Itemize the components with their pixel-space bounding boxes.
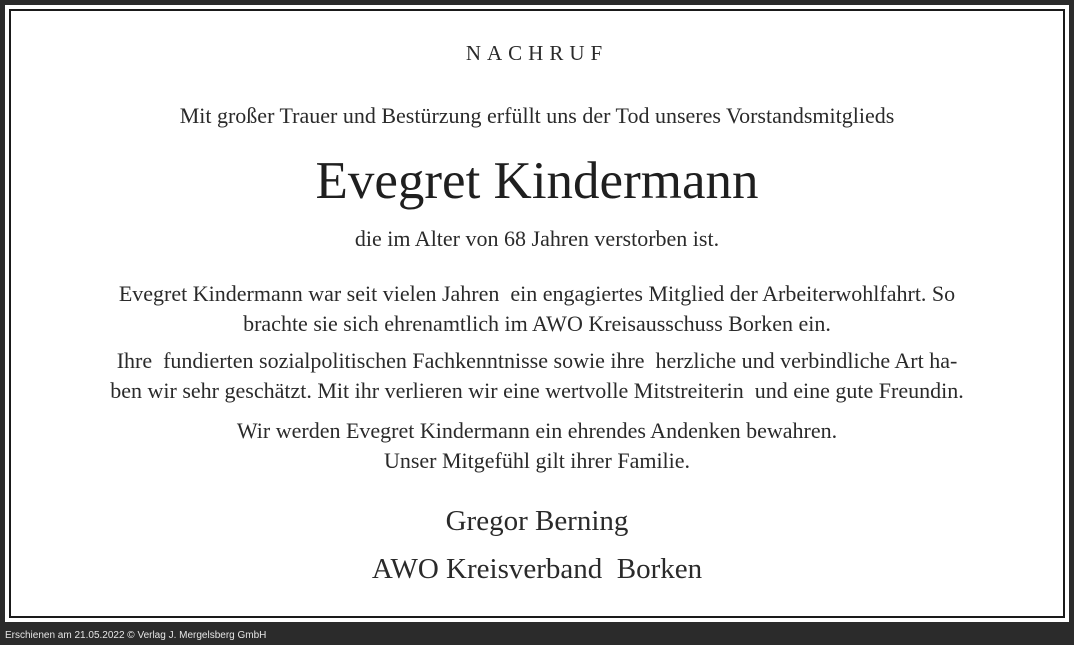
paragraph-line: Ihre fundierten sozialpolitischen Fachkenntnisse sowie ihre herzliche und verbindliche Art ha- <box>116 348 958 373</box>
paragraph-line: brachte sie sich ehrenamtlich im AWO Kreisausschuss Borken ein. <box>243 311 831 336</box>
paragraph-line: Wir werden Evegret Kindermann ein ehrendes Andenken bewahren. <box>236 418 838 443</box>
age-line: die im Alter von 68 Jahren verstorben ist. <box>354 226 720 251</box>
paragraph-line: Unser Mitgefühl gilt ihrer Familie. <box>383 448 691 473</box>
notice-intro: Mit großer Trauer und Bestürzung erfüllt uns der Tod unseres Vorstandsmitglieds <box>179 103 895 128</box>
paragraph-1 <box>35 279 1039 339</box>
paragraph-2 <box>35 346 1039 406</box>
paragraph-line: ben wir sehr geschätzt. Mit ihr verlieren wir eine wertvolle Mitstreiterin und eine gute Freundin. <box>110 378 964 403</box>
signer-name: Gregor Berning <box>445 505 629 537</box>
notice-paper <box>5 5 1069 622</box>
publication-footer: Erschienen am 21.05.2022 © Verlag J. Mergelsberg GmbH <box>5 630 267 641</box>
organization-name: AWO Kreisverband Borken <box>371 553 703 585</box>
paragraph-3 <box>35 416 1039 476</box>
paragraph-line: Evegret Kindermann war seit vielen Jahren ein engagiertes Mitglied der Arbeiterwohlfahrt. So <box>118 281 956 306</box>
deceased-name: Evegret Kindermann <box>315 152 759 210</box>
notice-heading: NACHRUF <box>465 41 609 65</box>
notice-content <box>5 5 1069 622</box>
